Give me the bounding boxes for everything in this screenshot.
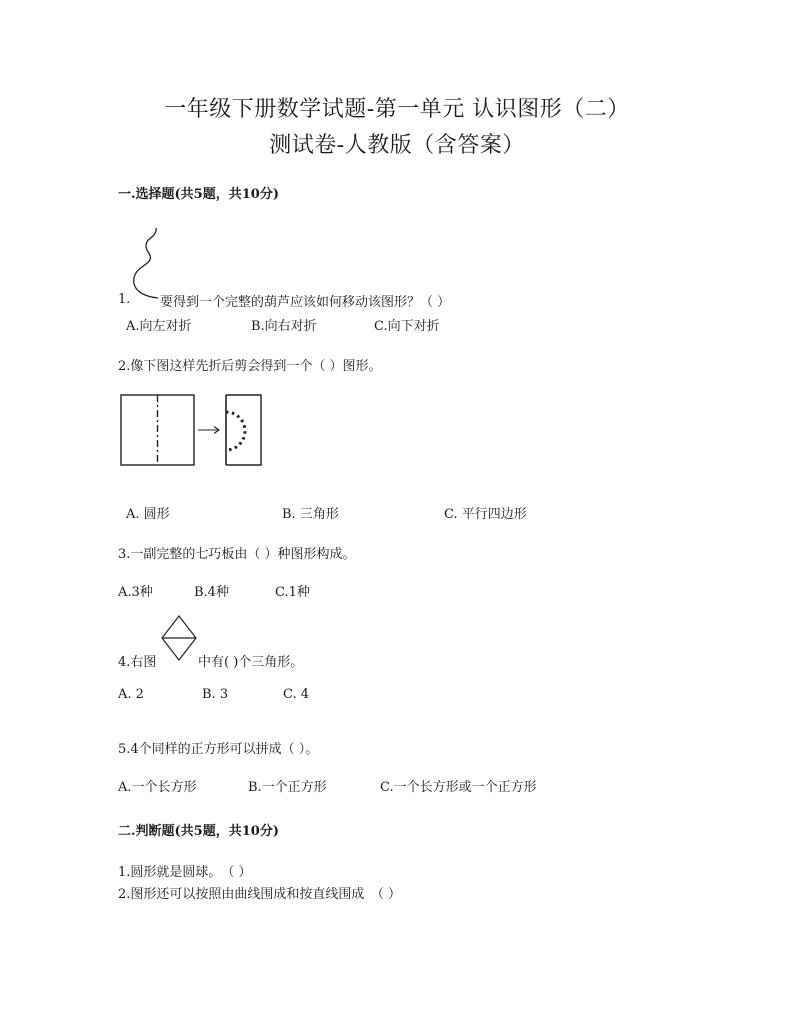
page-title-line2: 测试卷-人教版（含答案） — [269, 133, 525, 158]
judge-item-2: 2.图形还可以按照由曲线围成和按直线围成 （ ） — [118, 887, 402, 902]
section2-heading: 二.判断题(共5题，共10分) — [118, 824, 279, 839]
q2-option-b: B. 三角形 — [282, 507, 339, 522]
q1-option-b: B.向右对折 — [251, 319, 317, 334]
q1-number: 1. — [118, 292, 131, 307]
q1-option-c: C.向下对折 — [374, 319, 440, 334]
q5-option-a: A.一个长方形 — [118, 780, 197, 795]
rhombus-triangles-figure — [160, 614, 198, 664]
q4-option-b: B. 3 — [202, 687, 229, 702]
q3-option-a: A.3种 — [118, 585, 153, 600]
q4-prefix: 4.右图 — [118, 655, 157, 670]
q1-option-a: A.向左对折 — [126, 319, 192, 334]
q3-option-c: C.1种 — [275, 585, 310, 600]
q1-text: 要得到一个完整的葫芦应该如何移动该图形？（ ） — [160, 295, 451, 310]
q4-option-c: C. 4 — [283, 687, 310, 702]
q5-option-b: B.一个正方形 — [248, 780, 327, 795]
half-gourd-figure — [128, 226, 168, 300]
q2-option-a: A. 圆形 — [126, 507, 170, 522]
q3-text: 3.一副完整的七巧板由（ ）种图形构成。 — [118, 547, 356, 562]
q2-option-c: C. 平行四边形 — [444, 507, 527, 522]
q5-text: 5.4个同样的正方形可以拼成（ ）。 — [118, 742, 319, 757]
q2-text: 2.像下图这样先折后剪会得到一个（ ）图形。 — [118, 359, 382, 374]
judge-item-1: 1.圆形就是圆球。 （ ） — [118, 865, 252, 880]
section1-heading: 一.选择题(共5题，共10分) — [118, 187, 279, 202]
page-title-line1: 一年级下册数学试题-第一单元 认识图形（二） — [164, 97, 630, 122]
q5-option-c: C.一个长方形或一个正方形 — [380, 780, 537, 795]
fold-cut-figure — [118, 392, 268, 468]
q4-suffix: 中有( )个三角形。 — [198, 655, 304, 670]
q3-option-b: B.4种 — [194, 585, 229, 600]
q4-option-a: A. 2 — [118, 687, 144, 702]
